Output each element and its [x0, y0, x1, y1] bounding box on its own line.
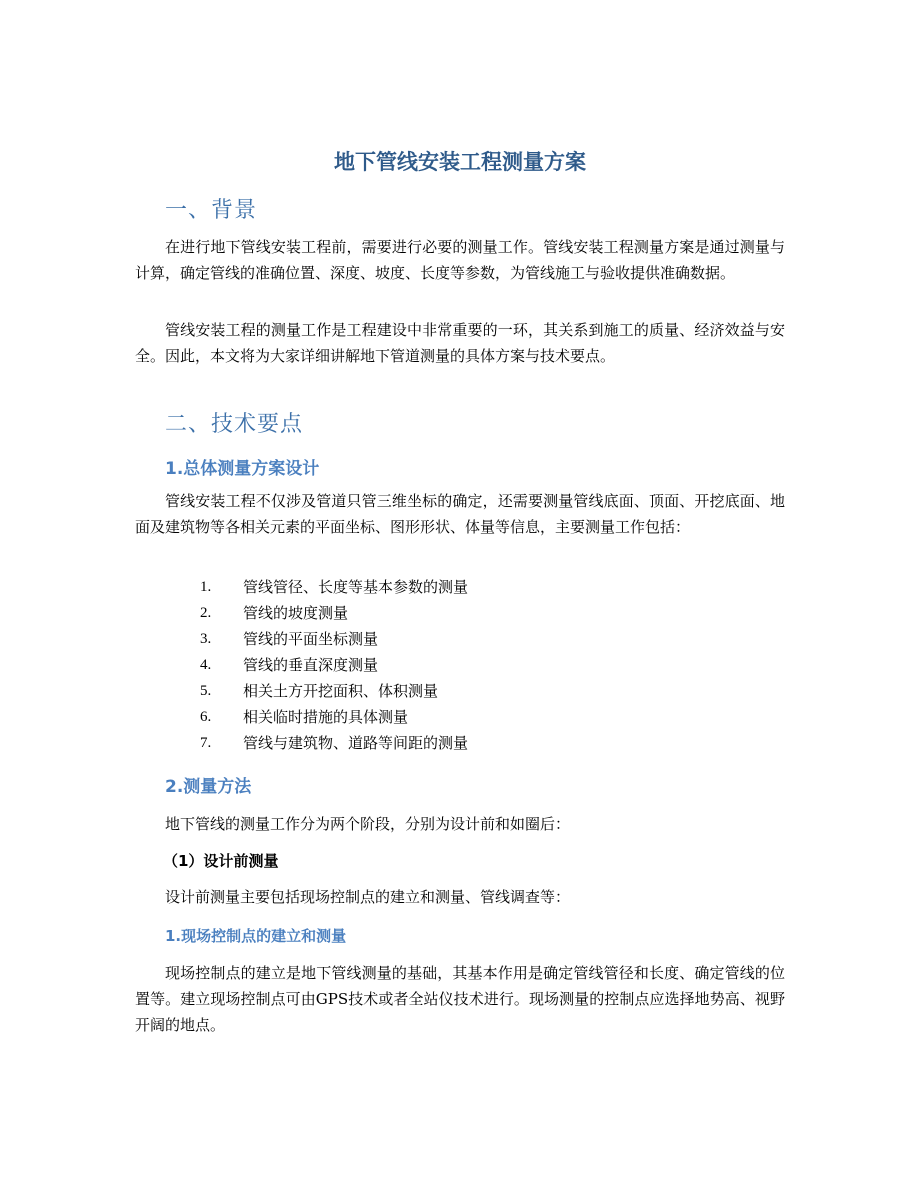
list-item-number: 3. [200, 631, 212, 647]
paragraph-background-1: 在进行地下管线安装工程前，需要进行必要的测量工作。管线安装工程测量方案是通过测量与计算，确定管线的准确位置、深度、坡度、长度等参数，为管线施工与验收提供准确数据。 [135, 238, 785, 282]
heading-measurement-method: 2.测量方法 [165, 777, 252, 797]
heading-pre-design-survey: （1）设计前测量 [163, 852, 279, 870]
paragraph-pre-design-survey: 设计前测量主要包括现场控制点的建立和测量、管线调查等： [165, 888, 571, 906]
list-item-text: 管线的坡度测量 [243, 604, 349, 622]
document-title: 地下管线安装工程测量方案 [334, 150, 586, 174]
list-item-text: 管线与建筑物、道路等间距的测量 [243, 734, 469, 752]
paragraph-overall-plan: 管线安装工程不仅涉及管道只管三维坐标的确定，还需要测量管线底面、顶面、开挖底面、地面及建筑物等各相关元素的平面坐标、图形形状、体量等信息，主要测量工作包括： [135, 492, 785, 536]
list-item-number: 4. [200, 657, 212, 673]
list-item-text: 管线的平面坐标测量 [243, 630, 379, 648]
paragraph-measurement-stages: 地下管线的测量工作分为两个阶段，分别为设计前和如圈后： [165, 815, 571, 833]
list-item-text: 相关土方开挖面积、体积测量 [243, 682, 439, 700]
heading-overall-plan: 1.总体测量方案设计 [165, 459, 320, 479]
heading-technical-points: 二、技术要点 [165, 412, 304, 437]
list-item-number: 2. [200, 605, 212, 621]
list-item-text: 相关临时措施的具体测量 [243, 708, 409, 726]
heading-background: 一、背景 [165, 198, 258, 223]
list-item-number: 6. [200, 709, 212, 725]
list-item-number: 7. [200, 735, 212, 751]
paragraph-control-points: 现场控制点的建立是地下管线测量的基础，其基本作用是确定管线管径和长度、确定管线的位置等。建立现场控制点可由GPS技术或者全站仪技术进行。现场测量的控制点应选择地势高、视野开阔的地点。 [135, 964, 785, 1034]
heading-control-points: 1.现场控制点的建立和测量 [165, 927, 347, 945]
list-item-number: 5. [200, 683, 212, 699]
list-item-text: 管线的垂直深度测量 [243, 656, 379, 674]
list-item-text: 管线管径、长度等基本参数的测量 [243, 578, 469, 596]
list-item-number: 1. [200, 579, 212, 595]
paragraph-background-2: 管线安装工程的测量工作是工程建设中非常重要的一环，其关系到施工的质量、经济效益与安全。因此，本文将为大家详细讲解地下管道测量的具体方案与技术要点。 [135, 321, 785, 365]
